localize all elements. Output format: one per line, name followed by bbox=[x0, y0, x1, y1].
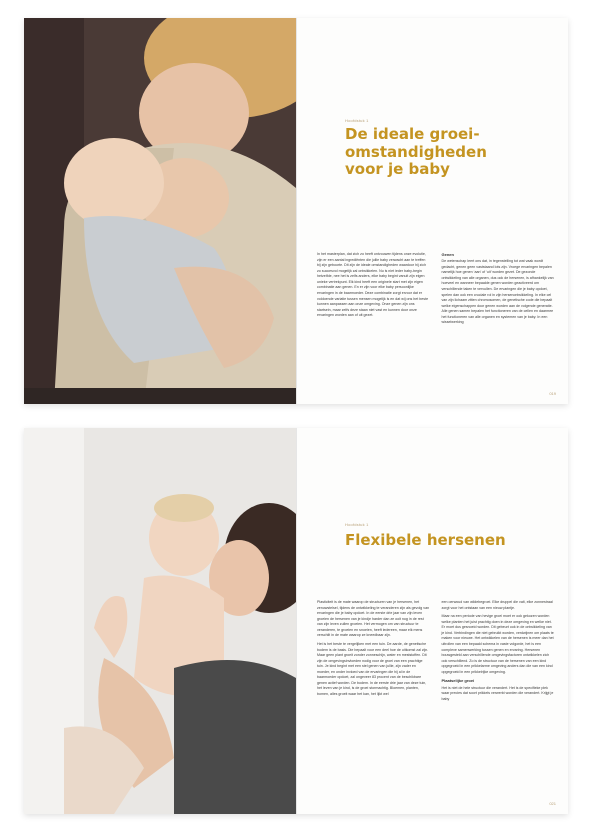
paragraph: Plasticiteit is de mate waarop de structuren van je hersenen, het zenuwstelsel, tijdens de ontwikkeling te veranderen zijn als gevolg van ervaringen die je baby opdoet. In de eerste drie jaar van zijn leven groeien de hersenen van je kindje harder dan ze ooit nog in de rest van zijn leven zullen groeien. Het vermogen om van structuur te veranderen, te groeien en snoeien, heeft iedereen, maar elk mens verschilt in de mate waarop ze kneedbaar zijn. bbox=[317, 600, 430, 638]
paragraph: Maar na een periode van hevige groei moet er ook gekozen worden welke planten het juist prachtig doen in deze omgeving en welke niet. Er moet dus gesnoeid worden. Dit gebeurt ook in de ontwikkeling van je kind. Verbindingen die niet gebruikt worden, verdwijnen om plaats te maken voor nieuwe. Het ontwikkelen van de hersenen is meer dan het uitrollen van een bepaald schema in vaste volgorde, het is een complexe samenwerking tussen genen en ervaring. Hersenen bouwgesteld aan verschillende omgevingsfactoren ontwikkelen zich ook verschillend. Zo is de structuur van de hersenen van een kind opgegroeid in een prikkelarme omgeving anders dan die van een kind opgegroeid in een prikkelrijke omgeving. bbox=[441, 614, 554, 674]
book-spread-bottom bbox=[24, 428, 568, 814]
section-heading: Genen bbox=[441, 252, 454, 257]
body-columns bbox=[317, 252, 554, 329]
body-columns bbox=[317, 600, 554, 705]
title-line: omstandigheden bbox=[345, 142, 487, 161]
paragraph: Het is het beste te vergelijken met een tuin. De aarde, de genetische bodem is de basis. Die bepaalt voor een deel hoe de uitkomst zal zijn. Maar geen plant groeit zonder zonneschijn, water en meststoffen. Dit zijn de omgevingsinvloeden nodig voor de groei van een prachtige tuin. Je kind begint met een stel genen van jullie, zijn vader en moeder, en onder invloed van de ervaringen die hij al in de baarmoeder opdoet, zal ongeveer 83 procent van de beschikbare genen actief worden. De bodem. In de eerste drie jaar van deze tuin, het leven van je kind, is de groei stormachtig. Bloemen, planten, bomen, alles groeit waar het kan, het lijkt wel bbox=[317, 641, 429, 696]
body-column-left bbox=[317, 600, 430, 705]
chapter-title bbox=[345, 126, 554, 179]
paragraph: een oerwoud van wildebegroei. Elke druppel die valt, elke zonnestraal zorgt voor het ontstaan van een nieuw plantje. bbox=[441, 600, 553, 610]
body-column-right bbox=[442, 252, 555, 329]
body-column-left bbox=[317, 252, 430, 329]
section-heading: Plaatselijke groei bbox=[441, 678, 475, 684]
chapter-title bbox=[345, 532, 554, 550]
paragraph: Het is niet de hele structuur die verandert. Het is de specifieke plek waar precies dat soort prikkels verwerkt worden die verandert. Krijgt je baby bbox=[441, 685, 554, 701]
paragraph: De wetenschap leert ons dat, in tegenstelling tot wat vaak wordt gedacht, genen geen vaststaand lots zijn. Vroege ervaringen bepalen namelijk hoe genen ‘aan’ of ‘uit’ worden gezet. De gezonde ontwikkeling van alle organen, dus ook de hersenen, is afhankelijk van hoeveel en wanneer bepaalde genen worden geactiveerd om verschillende taken te vervullen. De ervaringen die je baby opdoet, spelen dan ook een cruciale rol in zijn hersenontwikkeling. In elke cel van zijn lichaam zitten chromosomen, de genetische code die bepaalt welke eigenschappen door genen worden aan de volgende generatie. Alle genen samen bepalen het functioneren van de cellen en daarmee het functioneren van alle organen en systemen van je baby. In een wisselwerking bbox=[441, 259, 554, 325]
title-line: De ideale groei- bbox=[345, 125, 480, 143]
page-number: 019 bbox=[549, 391, 556, 396]
title-line: voor je baby bbox=[345, 160, 450, 179]
paragraph: In het masterplan, dat zich zo heeft ontvouwen tijdens onze evolutie, zijn er een aantal ingrediënten die jullie baby verwacht aan te treffen bij zijn geboorte. Dit zijn de ideale omstandigheden waardoor hij zich zo succesvol mogelijk zal ontwikkelen. Nu is niet ieder baby-begin hetzelfde, nee het is zelfs anders, elke baby begint vanuit zijn eigen unieke vertrekpunt. Elk kind heeft een originele start met zijn eigen combinatie aan genen. En er zijn voor elke baby persoonlijke ervaringen in de baarmoeder. Deze combinatie zorgt ervoor dat er voldoende variatie tussen mensen mogelijk is en dat wij ons het beste kunnen aanpassen aan onze omgeving. Onze genen zijn ons startsein, maar zelfs deze staan niet vast en kunnen door onze ervaringen worden aan of uit gezet. bbox=[317, 252, 429, 318]
title-line: Flexibele hersenen bbox=[345, 531, 506, 549]
book-spread-top bbox=[24, 18, 568, 404]
text-page-right bbox=[296, 428, 568, 814]
body-column-right bbox=[442, 600, 555, 705]
chapter-label: Hoofdstuk 1 bbox=[345, 118, 369, 123]
breastfeeding-photo bbox=[24, 18, 296, 404]
mother-baby-illustration bbox=[24, 428, 296, 814]
page-number: 021 bbox=[549, 801, 556, 806]
chapter-label: Hoofdstuk 1 bbox=[345, 522, 369, 527]
breastfeeding-illustration bbox=[24, 18, 296, 404]
mother-baby-kiss-photo bbox=[24, 428, 296, 814]
text-page-right bbox=[296, 18, 568, 404]
